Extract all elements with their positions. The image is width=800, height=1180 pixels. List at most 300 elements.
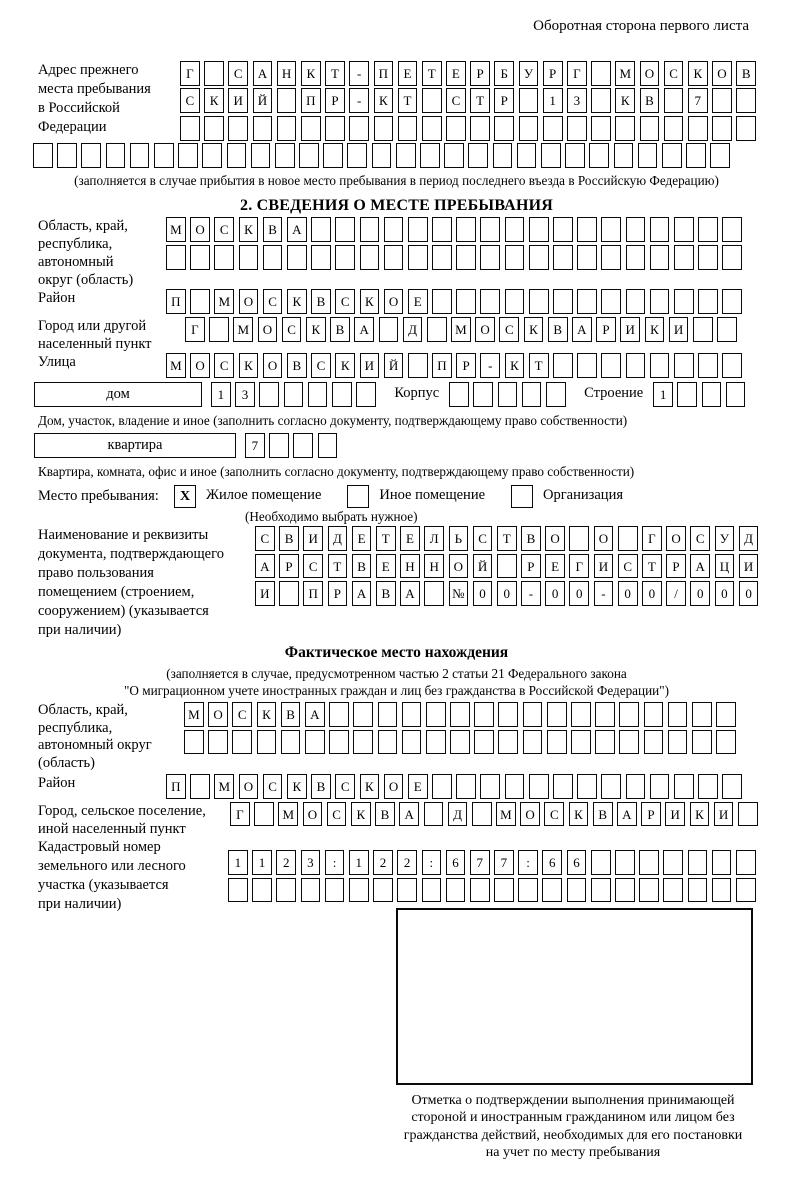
char-cell[interactable]: Т [325,61,345,86]
char-cell[interactable]: Н [424,554,444,579]
char-cell[interactable]: С [232,702,252,727]
char-cell[interactable]: 0 [473,581,493,606]
char-cell[interactable] [190,245,210,270]
char-cell[interactable] [619,702,639,727]
char-cell[interactable] [626,217,646,242]
char-cell[interactable]: К [688,61,708,86]
char-cell[interactable] [595,702,615,727]
char-cell[interactable] [736,850,756,875]
char-cell[interactable]: О [594,526,614,551]
char-cell[interactable] [480,217,500,242]
char-cell[interactable]: И [303,526,323,551]
char-cell[interactable]: К [351,802,371,827]
char-cell[interactable] [523,730,543,755]
char-cell[interactable] [698,245,718,270]
char-cell[interactable] [591,850,611,875]
char-cell[interactable]: Й [253,88,273,113]
char-cell[interactable]: С [180,88,200,113]
char-cell[interactable] [353,730,373,755]
char-cell[interactable] [693,317,713,342]
char-cell[interactable]: Р [641,802,661,827]
char-cell[interactable] [519,88,539,113]
char-cell[interactable] [591,88,611,113]
char-cell[interactable]: И [739,554,759,579]
char-cell[interactable]: К [335,353,355,378]
char-cell[interactable] [601,289,621,314]
char-cell[interactable]: 0 [497,581,517,606]
char-cell[interactable]: О [263,353,283,378]
char-cell[interactable] [323,143,343,168]
char-cell[interactable] [154,143,174,168]
char-cell[interactable]: Р [470,61,490,86]
char-cell[interactable]: С [263,774,283,799]
char-cell[interactable]: И [714,802,734,827]
char-cell[interactable]: 2 [373,850,393,875]
char-cell[interactable]: О [384,289,404,314]
char-cell[interactable] [591,61,611,86]
char-cell[interactable] [529,245,549,270]
char-cell[interactable]: К [204,88,224,113]
char-cell[interactable] [692,730,712,755]
char-cell[interactable] [281,730,301,755]
char-cell[interactable] [736,116,756,141]
char-cell[interactable] [130,143,150,168]
char-cell[interactable]: О [190,217,210,242]
char-cell[interactable] [432,217,452,242]
char-cell[interactable] [639,878,659,903]
char-cell[interactable]: П [432,353,452,378]
char-cell[interactable] [208,730,228,755]
char-cell[interactable] [615,850,635,875]
char-cell[interactable] [293,433,313,458]
char-cell[interactable]: В [593,802,613,827]
char-cell[interactable]: П [301,88,321,113]
char-cell[interactable] [474,730,494,755]
char-cell[interactable] [227,143,247,168]
char-cell[interactable]: Т [642,554,662,579]
char-cell[interactable]: / [666,581,686,606]
char-cell[interactable] [408,245,428,270]
char-cell[interactable] [493,143,513,168]
char-cell[interactable]: С [690,526,710,551]
char-cell[interactable] [308,382,328,407]
char-cell[interactable] [396,143,416,168]
char-cell[interactable]: - [480,353,500,378]
char-cell[interactable] [553,245,573,270]
char-cell[interactable] [474,702,494,727]
char-cell[interactable]: О [640,61,660,86]
char-cell[interactable] [275,143,295,168]
char-cell[interactable] [301,116,321,141]
char-cell[interactable]: К [301,61,321,86]
char-cell[interactable]: Р [666,554,686,579]
char-cell[interactable] [277,116,297,141]
char-cell[interactable]: Б [494,61,514,86]
char-cell[interactable]: Т [529,353,549,378]
char-cell[interactable] [650,245,670,270]
char-cell[interactable] [595,730,615,755]
char-cell[interactable]: Е [376,554,396,579]
char-cell[interactable]: М [278,802,298,827]
char-cell[interactable] [214,245,234,270]
char-cell[interactable] [716,702,736,727]
char-cell[interactable] [422,878,442,903]
char-cell[interactable] [450,730,470,755]
char-cell[interactable] [569,526,589,551]
char-cell[interactable] [674,245,694,270]
char-cell[interactable]: 7 [688,88,708,113]
char-cell[interactable] [480,774,500,799]
char-cell[interactable] [541,143,561,168]
char-cell[interactable]: № [449,581,469,606]
char-cell[interactable]: 1 [228,850,248,875]
char-cell[interactable]: О [208,702,228,727]
char-cell[interactable] [553,289,573,314]
char-cell[interactable] [449,382,469,407]
char-cell[interactable]: 0 [545,581,565,606]
char-cell[interactable]: 7 [470,850,490,875]
char-cell[interactable]: С [544,802,564,827]
char-cell[interactable]: К [505,353,525,378]
char-cell[interactable]: С [263,289,283,314]
char-cell[interactable] [228,878,248,903]
char-cell[interactable] [470,878,490,903]
char-cell[interactable]: Р [279,554,299,579]
char-cell[interactable] [571,702,591,727]
char-cell[interactable]: И [360,353,380,378]
char-cell[interactable]: 2 [276,850,296,875]
char-cell[interactable]: Е [398,61,418,86]
char-cell[interactable]: С [335,774,355,799]
char-cell[interactable] [663,850,683,875]
char-cell[interactable]: И [669,317,689,342]
char-cell[interactable]: И [665,802,685,827]
char-cell[interactable]: С [446,88,466,113]
char-cell[interactable]: И [594,554,614,579]
char-cell[interactable] [426,730,446,755]
char-cell[interactable] [702,382,722,407]
char-cell[interactable]: К [524,317,544,342]
char-cell[interactable] [518,878,538,903]
char-cell[interactable]: 6 [567,850,587,875]
char-cell[interactable]: Д [448,802,468,827]
char-cell[interactable]: В [548,317,568,342]
char-cell[interactable] [456,217,476,242]
char-cell[interactable]: - [521,581,541,606]
char-cell[interactable] [716,730,736,755]
char-cell[interactable] [674,217,694,242]
char-cell[interactable]: М [233,317,253,342]
char-cell[interactable]: О [520,802,540,827]
char-cell[interactable] [473,382,493,407]
char-cell[interactable] [384,245,404,270]
char-cell[interactable]: 3 [567,88,587,113]
char-cell[interactable]: Г [230,802,250,827]
char-cell[interactable] [402,730,422,755]
char-cell[interactable] [601,245,621,270]
char-cell[interactable]: - [594,581,614,606]
char-cell[interactable]: Ь [449,526,469,551]
char-cell[interactable] [517,143,537,168]
char-cell[interactable] [619,730,639,755]
char-cell[interactable]: С [499,317,519,342]
char-cell[interactable]: 7 [245,433,265,458]
char-cell[interactable] [318,433,338,458]
char-cell[interactable] [553,217,573,242]
char-cell[interactable]: С [327,802,347,827]
char-cell[interactable]: С [228,61,248,86]
char-cell[interactable]: 0 [715,581,735,606]
char-cell[interactable]: - [349,88,369,113]
char-cell[interactable]: П [303,581,323,606]
char-cell[interactable]: В [263,217,283,242]
char-cell[interactable]: В [330,317,350,342]
char-cell[interactable] [356,382,376,407]
char-cell[interactable] [259,382,279,407]
char-cell[interactable] [722,774,742,799]
char-cell[interactable]: 0 [569,581,589,606]
char-cell[interactable] [674,289,694,314]
char-cell[interactable]: О [239,289,259,314]
char-cell[interactable] [644,730,664,755]
char-cell[interactable] [397,878,417,903]
char-cell[interactable] [57,143,77,168]
char-cell[interactable]: О [545,526,565,551]
char-cell[interactable] [498,730,518,755]
char-cell[interactable] [567,116,587,141]
char-cell[interactable] [601,217,621,242]
char-cell[interactable]: Е [400,526,420,551]
char-cell[interactable] [498,382,518,407]
char-cell[interactable]: Е [408,774,428,799]
char-cell[interactable] [650,774,670,799]
char-cell[interactable] [299,143,319,168]
char-cell[interactable] [577,774,597,799]
char-cell[interactable]: Т [376,526,396,551]
char-cell[interactable]: П [166,774,186,799]
char-cell[interactable]: 1 [252,850,272,875]
char-cell[interactable]: А [253,61,273,86]
char-cell[interactable]: Р [543,61,563,86]
char-cell[interactable]: К [306,317,326,342]
char-cell[interactable] [424,581,444,606]
char-cell[interactable] [577,217,597,242]
char-cell[interactable] [736,878,756,903]
char-cell[interactable] [601,353,621,378]
char-cell[interactable]: 6 [446,850,466,875]
char-cell[interactable]: Г [642,526,662,551]
char-cell[interactable]: Р [596,317,616,342]
char-cell[interactable] [287,245,307,270]
char-cell[interactable] [692,702,712,727]
char-cell[interactable] [494,116,514,141]
char-cell[interactable]: С [214,217,234,242]
char-cell[interactable] [726,382,746,407]
char-cell[interactable]: С [282,317,302,342]
char-cell[interactable] [204,116,224,141]
char-cell[interactable] [444,143,464,168]
char-cell[interactable] [276,878,296,903]
char-cell[interactable] [494,878,514,903]
char-cell[interactable] [372,143,392,168]
char-cell[interactable] [717,317,737,342]
char-cell[interactable] [472,802,492,827]
char-cell[interactable]: К [360,774,380,799]
char-cell[interactable] [422,116,442,141]
char-cell[interactable] [639,850,659,875]
char-cell[interactable] [332,382,352,407]
char-cell[interactable]: М [166,353,186,378]
char-cell[interactable] [565,143,585,168]
char-cell[interactable] [81,143,101,168]
char-cell[interactable]: 1 [543,88,563,113]
char-cell[interactable] [591,116,611,141]
char-cell[interactable] [456,245,476,270]
char-cell[interactable]: А [305,702,325,727]
char-cell[interactable] [712,116,732,141]
char-cell[interactable] [664,116,684,141]
char-cell[interactable] [698,774,718,799]
char-cell[interactable]: Т [328,554,348,579]
char-cell[interactable] [305,730,325,755]
char-cell[interactable] [614,143,634,168]
char-cell[interactable] [184,730,204,755]
char-cell[interactable] [668,730,688,755]
char-cell[interactable] [674,353,694,378]
char-cell[interactable] [408,217,428,242]
char-cell[interactable]: Ц [715,554,735,579]
char-cell[interactable] [698,217,718,242]
char-cell[interactable] [398,116,418,141]
char-cell[interactable] [547,702,567,727]
char-cell[interactable] [253,116,273,141]
char-cell[interactable]: 0 [618,581,638,606]
char-cell[interactable] [329,702,349,727]
char-cell[interactable]: М [214,289,234,314]
char-cell[interactable]: С [255,526,275,551]
char-cell[interactable]: : [518,850,538,875]
char-cell[interactable] [626,245,646,270]
char-cell[interactable] [166,245,186,270]
char-cell[interactable] [374,116,394,141]
char-cell[interactable] [688,878,708,903]
char-cell[interactable] [498,702,518,727]
char-cell[interactable]: 2 [397,850,417,875]
char-cell[interactable] [546,382,566,407]
char-cell[interactable]: М [184,702,204,727]
char-cell[interactable]: В [521,526,541,551]
char-cell[interactable] [688,850,708,875]
char-cell[interactable]: А [617,802,637,827]
char-cell[interactable]: В [279,526,299,551]
char-cell[interactable]: М [615,61,635,86]
char-cell[interactable] [254,802,274,827]
char-cell[interactable]: Д [403,317,423,342]
char-cell[interactable] [360,245,380,270]
char-cell[interactable]: 1 [211,382,231,407]
char-cell[interactable]: С [335,289,355,314]
char-cell[interactable]: 3 [301,850,321,875]
char-cell[interactable]: К [645,317,665,342]
checkbox-residential-premises[interactable]: X [174,485,196,508]
char-cell[interactable]: О [239,774,259,799]
char-cell[interactable] [384,217,404,242]
char-cell[interactable]: 1 [653,382,673,407]
char-cell[interactable] [456,289,476,314]
char-cell[interactable]: К [239,353,259,378]
char-cell[interactable]: Р [325,88,345,113]
char-cell[interactable] [373,878,393,903]
char-cell[interactable]: Н [400,554,420,579]
char-cell[interactable] [553,353,573,378]
char-cell[interactable]: В [352,554,372,579]
char-cell[interactable]: Г [180,61,200,86]
char-cell[interactable]: Р [456,353,476,378]
char-cell[interactable] [432,245,452,270]
char-cell[interactable] [251,143,271,168]
char-cell[interactable] [688,116,708,141]
char-cell[interactable]: А [287,217,307,242]
char-cell[interactable]: К [569,802,589,827]
char-cell[interactable] [577,245,597,270]
char-cell[interactable] [663,878,683,903]
char-cell[interactable] [301,878,321,903]
char-cell[interactable]: А [352,581,372,606]
char-cell[interactable]: О [666,526,686,551]
char-cell[interactable] [190,774,210,799]
char-cell[interactable]: А [255,554,275,579]
char-cell[interactable] [529,774,549,799]
char-cell[interactable] [662,143,682,168]
char-cell[interactable]: В [376,581,396,606]
char-cell[interactable] [480,245,500,270]
char-cell[interactable] [522,382,542,407]
char-cell[interactable] [335,245,355,270]
char-cell[interactable]: О [258,317,278,342]
char-cell[interactable] [722,217,742,242]
char-cell[interactable] [722,353,742,378]
char-cell[interactable] [269,433,289,458]
char-cell[interactable]: К [257,702,277,727]
char-cell[interactable] [589,143,609,168]
char-cell[interactable] [529,289,549,314]
char-cell[interactable]: Л [424,526,444,551]
char-cell[interactable] [33,143,53,168]
char-cell[interactable] [239,245,259,270]
char-cell[interactable]: А [690,554,710,579]
char-cell[interactable] [497,554,517,579]
char-cell[interactable] [710,143,730,168]
char-cell[interactable]: У [715,526,735,551]
char-cell[interactable]: Е [352,526,372,551]
char-cell[interactable] [426,702,446,727]
char-cell[interactable] [677,382,697,407]
char-cell[interactable]: Т [497,526,517,551]
char-cell[interactable] [712,88,732,113]
char-cell[interactable] [571,730,591,755]
char-cell[interactable] [450,702,470,727]
char-cell[interactable]: П [166,289,186,314]
char-cell[interactable] [311,217,331,242]
char-cell[interactable]: И [620,317,640,342]
char-cell[interactable] [505,289,525,314]
char-cell[interactable]: 6 [542,850,562,875]
char-cell[interactable] [591,878,611,903]
char-cell[interactable]: О [712,61,732,86]
char-cell[interactable]: К [615,88,635,113]
char-cell[interactable]: О [449,554,469,579]
char-cell[interactable] [252,878,272,903]
